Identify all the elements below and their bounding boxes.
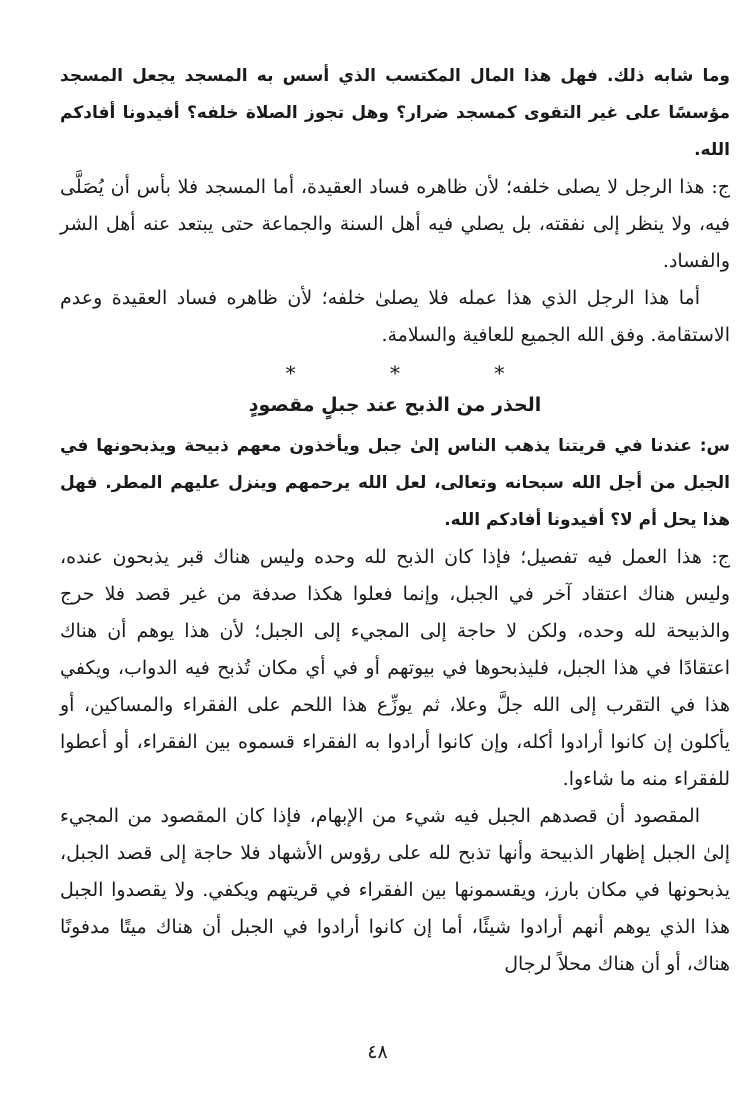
answer-paragraph: ج: هذا العمل فيه تفصيل؛ فإذا كان الذبح لله وحده وليس هناك قبر يذبحون عنده، وليس هناك اعتقاد آخر في الجبل، وإنما فعلوا هكذا صدفة من غير قصد فلا حرج والذبيحة لله وحده، ولكن لا حاجة إلى المجيء إلى الجبل؛ لأن هذا يوهم أن هناك اعتقادًا في هذا الجبل، فليذبحوها في بيوتهم أو في أي مكان تُذبح فيه الدواب، ويكفي هذا في التقرب إلى الله جلَّ وعلا، ثم يوزِّع هذا اللحم على الفقراء والمساكين، أو يأكلون إن كانوا أرادوا أكله، وإن كانوا أرادوا به الفقراء قسموه بين الفقراء، أو أعطوا للفقراء منه ما شاءوا. — [60, 546, 730, 790]
page-number: ٤٨ — [367, 1041, 388, 1063]
section-separator: * * * — [285, 361, 549, 385]
question-continuation: وما شابه ذلك. فهل هذا المال المكتسب الذي أسس به المسجد يجعل المسجد مؤسسًا على غير التقوى كمسجد ضرار؟ وهل تجوز الصلاة خلفه؟ أفيدونا أفادكم الله. — [60, 66, 730, 160]
section-heading: الحذر من الذبح عند جبلٍ مقصودٍ — [248, 394, 542, 416]
question-paragraph: س: عندنا في قريتنا يذهب الناس إلىٰ جبل ويأخذون معهم ذبيحة ويذبحونها في الجبل من أجل الله سبحانه وتعالى، لعل الله يرحمهم وينزل عليهم المطر. فهل هذا يحل أم لا؟ أفيدونا أفادكم الله. — [60, 436, 730, 530]
answer-paragraph: أما هذا الرجل الذي هذا عمله فلا يصلىٰ خلفه؛ لأن ظاهره فساد العقيدة وعدم الاستقامة. وفق الله الجميع للعافية والسلامة. — [60, 287, 730, 346]
page-body — [60, 58, 730, 983]
answer-paragraph: ج: هذا الرجل لا يصلى خلفه؛ لأن ظاهره فساد العقيدة، أما المسجد فلا بأس أن يُصَلَّى فيه، ولا ينظر إلى نفقته، بل يصلي فيه أهل السنة والجماعة حتى يبتعد عنه أهل الشر والفساد. — [60, 176, 730, 272]
answer-paragraph: المقصود أن قصدهم الجبل فيه شيء من الإبهام، فإذا كان المقصود من المجيء إلىٰ الجبل إظهار الذبيحة وأنها تذبح لله على رؤوس الأشهاد فلا حاجة إلى قصد الجبل، يذبحونها في مكان بارز، ويقسمونها بين الفقراء في قريتهم ويكفي. ولا يقصدوا الجبل هذا الذي يوهم أنهم أرادوا شيئًا، أما إن كانوا أرادوا في الجبل أن هناك ميتًا مدفونًا هناك، أو أن هناك محلاً لرجال — [60, 805, 730, 975]
